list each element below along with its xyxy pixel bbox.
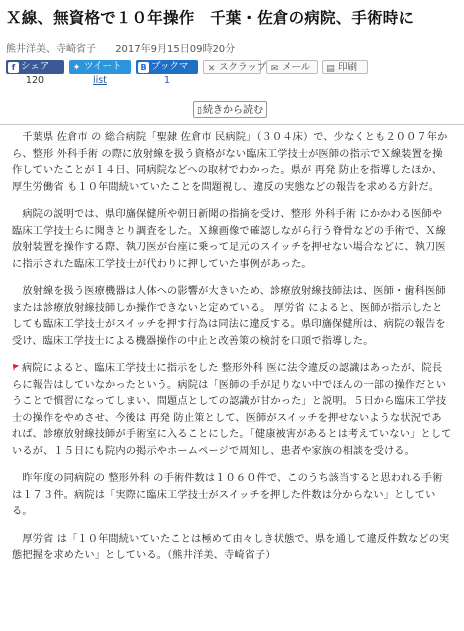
article-paragraph-text: 病院によると、臨床工学技士に指示をした 整形外科 医に法令違反の認識はあったが、院長らに報告はしていなかったという。病院は「医師の手が足りない中でほんの一部の操作だということで慣習になってしまい、問題点としての認識が甘かった」と説明。５日から臨床工学技士の操作をやめさせ、今後は 再発 防止策として、医師がスイッチを押せないような状況であれば、診療放射線技師が手術室に入ることにした。「健康被害があるとは考えていない」としているが、１５日にも院内の掲示やホームページで周知し、患者や家族の相談を受ける。 <box>12 363 452 457</box>
hatena-bookmark-icon: B <box>138 62 149 73</box>
read-more-button[interactable] <box>193 101 267 118</box>
facebook-share-label: シェア <box>21 61 50 72</box>
facebook-icon: f <box>8 62 19 73</box>
article-paragraph: 放射線を扱う医療機器は人体への影響が大きいため、診療放射線技師法は、医師・歯科医師または診療放射線技師しか操作できないと定めている。 厚労省 によると、医師が指示したとしても臨床工学技士がスイッチを押す行為は同法に違反する。県印旛保健所は、病院の報告を受け、臨床工学技士による機器操作の中止と改善策の検討を口頭で指導した。 <box>12 286 446 347</box>
twitter-icon: ✦ <box>72 63 81 73</box>
article-paragraph: 千葉県 佐倉市 の 総合病院「聖隷 佐倉市 民病院」（３０４床）で、少なくとも２００７年から、整形 外科手術 の際に放射線を扱う資格がない臨床工学技士が医師の指示でＸ線装置を操作していたことが１４日、同病院などへの取材でわかった。県が 再発 防止を指導したほか、厚生労働省 も１０年間続いていたことを問題視し、違反の実態などの報告を求める方針だ。 <box>12 132 448 193</box>
article-paragraph-flagged <box>12 361 452 460</box>
article-date: 2017年9月15日09時20分 <box>115 44 236 55</box>
article-paragraph: 昨年度の同病院の 整形外科 の手術件数は１０６０件で、このうち該当すると思われる手術は１７３件。病院は「実際に臨床工学技士がスイッチを押した件数は分からない」としている。 <box>12 473 443 517</box>
scrap-icon: ✕ <box>207 64 216 74</box>
article-paragraph: 病院の説明では、県印旛保健所や朝日新聞の指摘を受け、整形 外科手術 にかかわる医師や臨床工学技士らに聞きとり調査をした。Ｘ線画像で確認しながら行う脊骨などの手術で、Ｘ線放射装置を操作する際、執刀医が台座に乗って足元のスイッチを押せない場合などに、執刀医に指示された臨床工学技士が代わりに押していた事例があった。 <box>12 209 446 270</box>
hatena-bookmark-label: ブックマ <box>151 61 189 72</box>
read-more-label: 続きから読む <box>202 105 263 116</box>
tweet-list-link[interactable]: list <box>93 75 107 86</box>
hatena-bookmark-count[interactable]: 1 <box>163 75 171 86</box>
book-icon: ▯ <box>197 106 202 116</box>
scrap-label: スクラップ <box>219 62 267 73</box>
print-label: 印刷 <box>338 62 358 73</box>
article-body <box>12 130 452 576</box>
article-paragraph: 厚労省 は「１０年間続いていたことは極めて由々しき状態で、県を通して違反件数などの実態把握を求めたい」としている。（熊井洋美、寺崎省子） <box>12 533 450 561</box>
facebook-share-button[interactable] <box>6 60 64 74</box>
mail-label: メール <box>282 62 311 73</box>
divider <box>0 124 464 125</box>
tweet-label: ツイート <box>84 61 122 72</box>
print-button[interactable] <box>322 60 368 74</box>
scrap-button[interactable] <box>203 60 267 74</box>
hatena-bookmark-button[interactable] <box>136 60 198 74</box>
facebook-share-count: 120 <box>25 75 45 86</box>
share-toolbar <box>6 60 461 88</box>
red-flag-icon <box>12 363 21 372</box>
article-authors: 熊井洋美、寺崎省子 <box>6 44 96 55</box>
tweet-button[interactable] <box>69 60 131 74</box>
mail-button[interactable] <box>266 60 318 74</box>
article-headline: Ｘ線、無資格で１０年操作 千葉・佐倉の病院、手術時に <box>6 9 415 27</box>
mail-icon: ✉ <box>270 64 279 74</box>
byline <box>6 40 235 55</box>
print-icon: ▤ <box>326 64 335 74</box>
